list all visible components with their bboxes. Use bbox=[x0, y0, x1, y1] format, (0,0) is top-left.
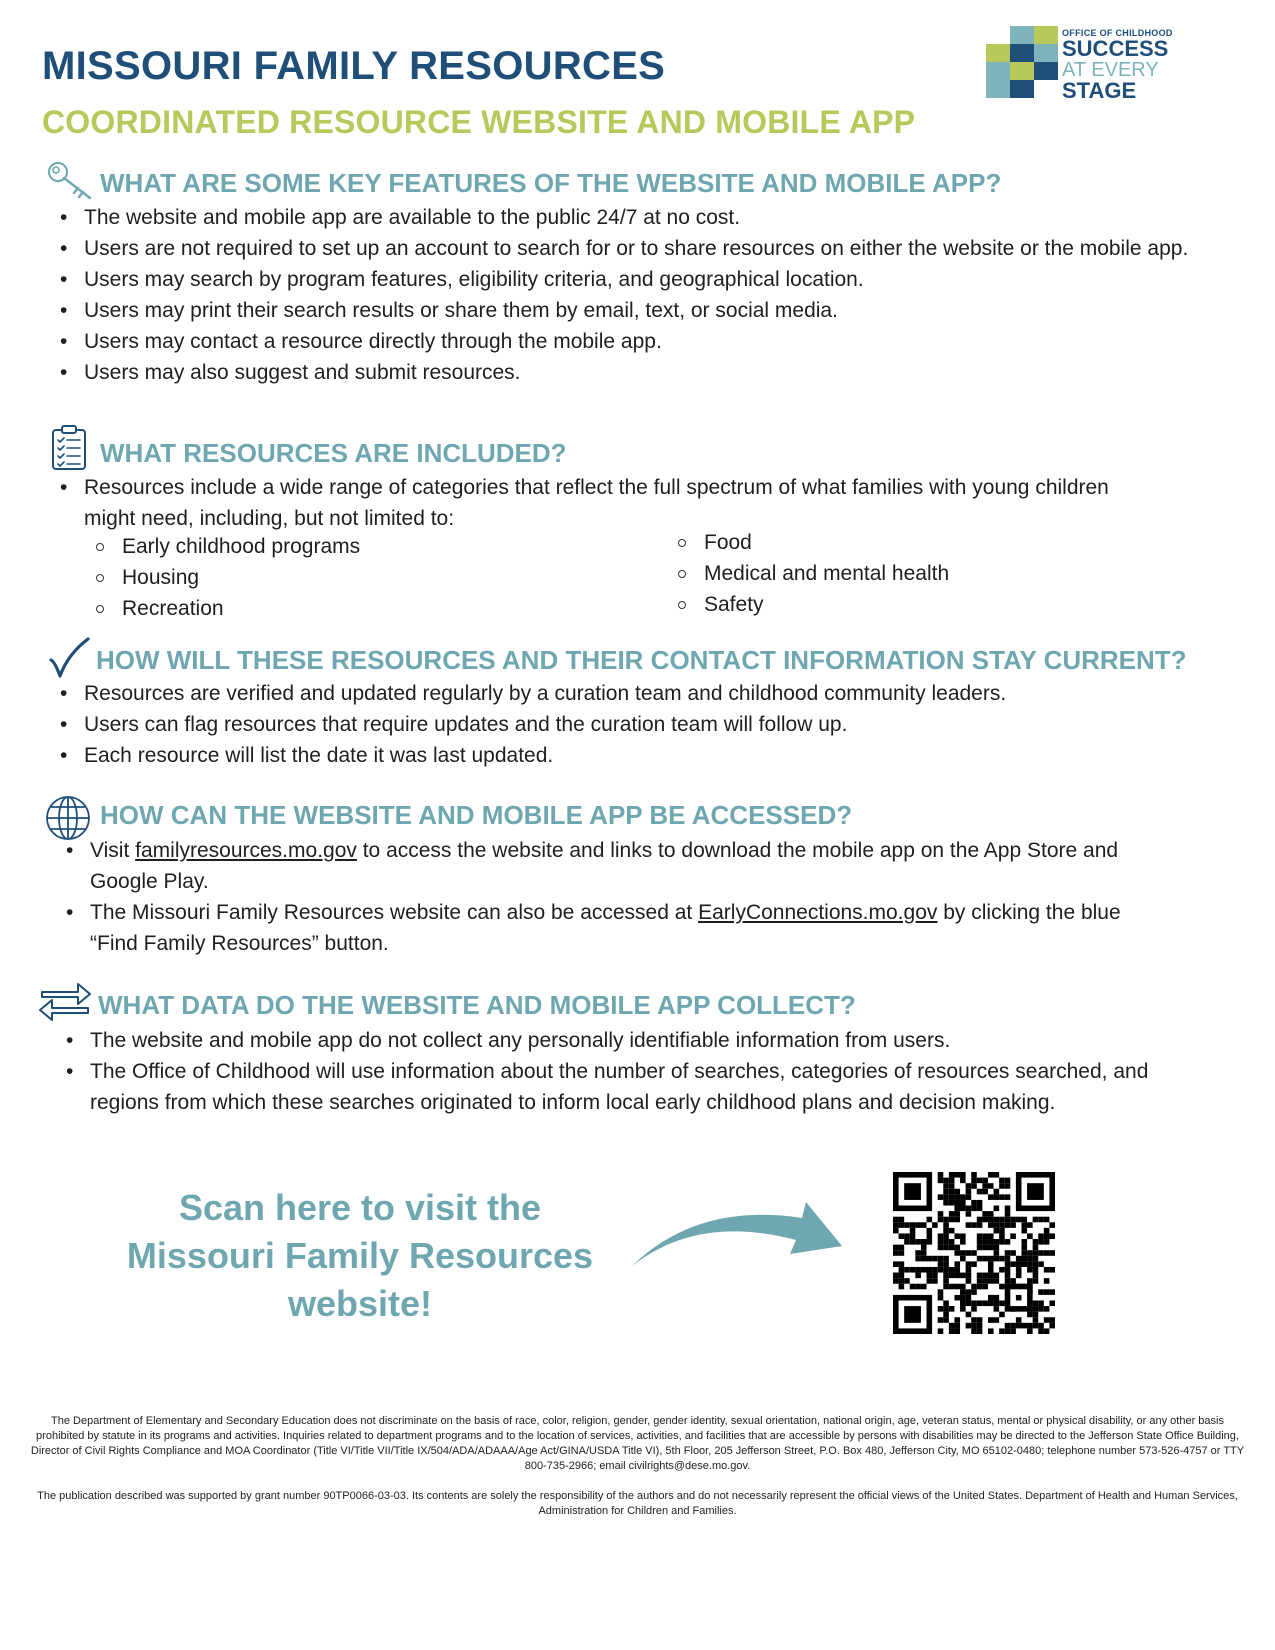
section-title-features: WHAT ARE SOME KEY FEATURES OF THE WEBSITE AND MOBILE APP? bbox=[100, 168, 1002, 198]
footer-nondiscrimination: The Department of Elementary and Secondary Education does not discriminate on the basis of race, color, religion, gender, gender identity, sexual orientation, national origin, age, veteran status, mental or physical disability, or any other basis prohibited by statute in its programs and activities. Inquiries related to department programs and to the location of services, activities, and facilities that are accessible by persons with disabilities may be directed to the Jefferson State Office Building, Director of Civil Rights Compliance and MOA Coordinator (Title VI/Title VII/Title IX/504/ADA/ADAAA/Age Act/GINA/USDA Title VI), 5th Floor, 205 Jefferson Street, P.O. Box 480, Jefferson City, MO 65102-0480; telephone number 573-526-4757 or TTY 800-735-2966; email civilrights@dese.mo.gov. bbox=[30, 1415, 1245, 1472]
earlyconnections-link[interactable]: EarlyConnections.mo.gov bbox=[698, 901, 938, 924]
list-item bbox=[48, 835, 1158, 897]
access-list bbox=[48, 835, 1158, 959]
list-item: • Users can flag resources that require updates and the curation team will follow up. bbox=[42, 709, 1222, 740]
logo-small-text: OFFICE OF CHILDHOOD bbox=[1062, 28, 1173, 38]
access-item2-post: by clicking the blue “Find Family Resources” button. bbox=[90, 901, 1121, 955]
list-item: • Users may also suggest and submit resources. bbox=[42, 357, 1222, 388]
resources-intro-list bbox=[42, 472, 1152, 534]
scan-cta bbox=[110, 1184, 610, 1328]
list-item: • The Office of Childhood will use information about the number of searches, categories of resources searched, and regions from which these searches originated to inform local early childhood plans and decision making. bbox=[48, 1056, 1158, 1118]
data-list bbox=[48, 1025, 1158, 1118]
category-item: Medical and mental health bbox=[666, 558, 1186, 589]
list-item: • Users may search by program features, eligibility criteria, and geographical location. bbox=[42, 264, 1222, 295]
scan-cta-line2: Missouri Family Resources bbox=[126, 1235, 594, 1276]
logo-mosaic-icon bbox=[986, 26, 1058, 100]
section-title-data: WHAT DATA DO THE WEBSITE AND MOBILE APP COLLECT? bbox=[98, 990, 856, 1020]
access-item2-pre: The Missouri Family Resources website can also be accessed at bbox=[90, 901, 699, 924]
category-item: Housing bbox=[84, 562, 604, 593]
list-item: • Resources are verified and updated regularly by a curation team and childhood community leaders. bbox=[42, 678, 1222, 709]
category-item: Food bbox=[666, 527, 1186, 558]
section-title-resources: WHAT RESOURCES ARE INCLUDED? bbox=[100, 438, 567, 468]
resources-category-list-left bbox=[84, 531, 604, 624]
footer-grant: The publication described was supported by grant number 90TP0066-03-03. Its contents are solely the responsibility of the authors and do not necessarily represent the official views of the United States. Department of Health and Human Services, Administration for Children and Families. bbox=[37, 1490, 1238, 1517]
resources-category-list-right bbox=[666, 527, 1186, 620]
exchange-arrows-icon bbox=[38, 980, 92, 1022]
access-item1-pre: Visit bbox=[90, 839, 136, 862]
logo-line1: SUCCESS bbox=[1062, 36, 1169, 61]
key-icon bbox=[46, 160, 94, 202]
access-item1-post: to access the website and links to download the mobile app on the App Store and Google Play. bbox=[90, 839, 1119, 893]
checkmark-icon bbox=[48, 636, 90, 680]
logo-line3: STAGE bbox=[1062, 78, 1137, 103]
list-item: • The website and mobile app do not collect any personally identifiable information from users. bbox=[48, 1025, 1158, 1056]
category-item: Safety bbox=[666, 589, 1186, 620]
page-subtitle: COORDINATED RESOURCE WEBSITE AND MOBILE APP bbox=[42, 104, 916, 140]
checklist-icon bbox=[50, 425, 88, 471]
current-list bbox=[42, 678, 1222, 771]
page-title: MISSOURI FAMILY RESOURCES bbox=[42, 44, 666, 88]
familyresources-link[interactable]: familyresources.mo.gov bbox=[135, 839, 357, 862]
list-item: • Resources include a wide range of categories that reflect the full spectrum of what families with young children might need, including, but not limited to: bbox=[42, 472, 1152, 534]
list-item: • Users are not required to set up an account to search for or to share resources on either the website or the mobile app. bbox=[42, 233, 1222, 264]
features-list bbox=[42, 202, 1222, 388]
curved-arrow-icon bbox=[628, 1194, 848, 1284]
qr-code-icon[interactable] bbox=[893, 1172, 1055, 1334]
section-title-access: HOW CAN THE WEBSITE AND MOBILE APP BE ACCESSED? bbox=[100, 800, 853, 830]
list-item: • Each resource will list the date it was last updated. bbox=[42, 740, 1222, 771]
list-item: • Users may contact a resource directly through the mobile app. bbox=[42, 326, 1222, 357]
logo-line2: AT EVERY bbox=[1062, 59, 1159, 81]
category-item: Early childhood programs bbox=[84, 531, 604, 562]
section-title-current: HOW WILL THESE RESOURCES AND THEIR CONTACT INFORMATION STAY CURRENT? bbox=[96, 645, 1187, 675]
category-item: Recreation bbox=[84, 593, 604, 624]
list-item bbox=[48, 897, 1158, 959]
list-item: • The website and mobile app are available to the public 24/7 at no cost. bbox=[42, 202, 1222, 233]
office-of-childhood-logo bbox=[986, 26, 1202, 103]
scan-cta-line1: Scan here to visit the bbox=[178, 1187, 542, 1228]
scan-cta-line3: website! bbox=[287, 1283, 433, 1324]
list-item: • Users may print their search results or share them by email, text, or social media. bbox=[42, 295, 1222, 326]
